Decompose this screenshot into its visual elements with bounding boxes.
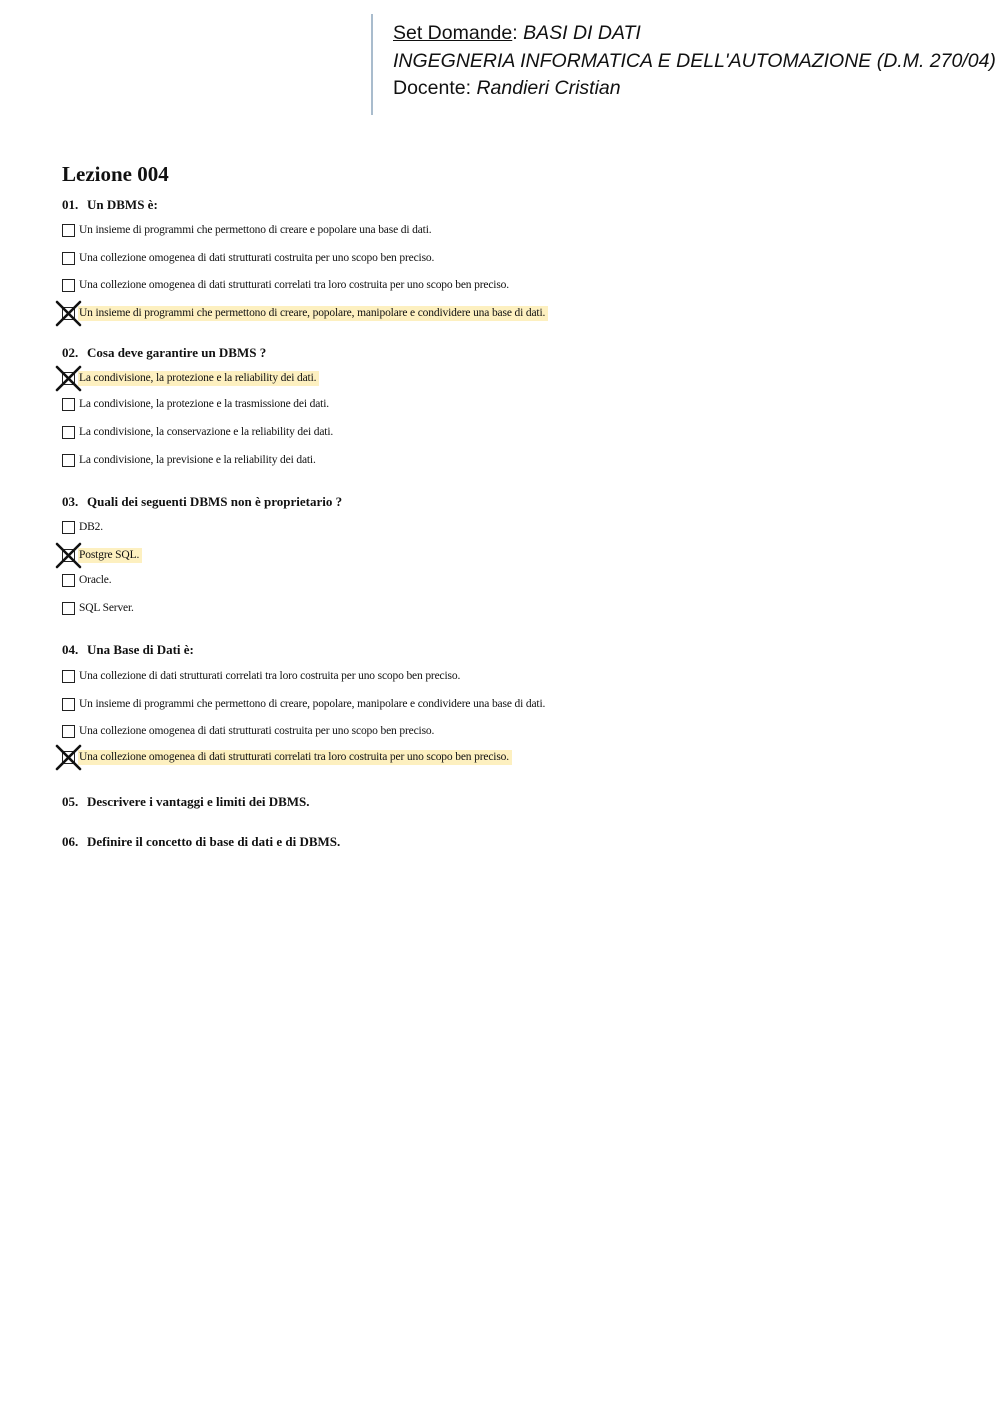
checkbox[interactable] <box>62 252 75 265</box>
checkbox[interactable] <box>62 398 75 411</box>
option-text: La condivisione, la conservazione e la reliability dei dati. <box>79 426 334 438</box>
header-teacher-name: Randieri Cristian <box>476 77 621 99</box>
question-02-option-3[interactable] <box>62 423 336 442</box>
option-text: Una collezione omogenea di dati strutturati correlati tra loro costruita per uno scopo ben preciso. <box>79 279 509 291</box>
question-01 <box>62 197 158 213</box>
question-02-option-4[interactable] <box>62 451 319 470</box>
question-01-option-3[interactable] <box>62 276 512 295</box>
option-text: Un insieme di programmi che permettono di creare, popolare, manipolare e condividere una base di dati. <box>78 306 548 321</box>
option-text: Una collezione omogenea di dati strutturati correlati tra loro costruita per uno scopo ben preciso. <box>78 750 512 765</box>
question-02 <box>62 345 266 361</box>
question-04-option-1[interactable] <box>62 667 463 686</box>
checkbox[interactable] <box>62 307 75 320</box>
question-05 <box>62 794 310 810</box>
question-02-option-1[interactable] <box>62 369 319 388</box>
checkbox[interactable] <box>62 372 75 385</box>
question-number: 02. <box>62 345 79 360</box>
question-text: Una Base di Dati è: <box>87 642 194 657</box>
question-number: 05. <box>62 794 79 809</box>
checkbox[interactable] <box>62 698 75 711</box>
question-01-option-1[interactable] <box>62 221 435 240</box>
document-header <box>393 20 996 103</box>
checkbox[interactable] <box>62 279 75 292</box>
option-text: Una collezione di dati strutturati correlati tra loro costruita per uno scopo ben preciso. <box>79 670 461 682</box>
checkbox[interactable] <box>62 602 75 615</box>
question-04 <box>62 642 194 658</box>
question-02-option-2[interactable] <box>62 395 332 414</box>
question-text: Quali dei seguenti DBMS non è proprietario ? <box>87 494 343 509</box>
option-text: DB2. <box>79 521 104 533</box>
option-text: La condivisione, la protezione e la reliability dei dati. <box>78 371 319 386</box>
question-number: 03. <box>62 494 79 509</box>
question-number: 01. <box>62 197 79 212</box>
question-04-option-4[interactable] <box>62 748 512 767</box>
option-text: Un insieme di programmi che permettono di creare e popolare una base di dati. <box>79 224 432 236</box>
option-text: Una collezione omogenea di dati strutturati costruita per uno scopo ben preciso. <box>79 252 435 264</box>
question-04-option-2[interactable] <box>62 695 548 714</box>
header-subject: BASI DI DATI <box>523 22 641 44</box>
option-text: Postgre SQL. <box>78 548 142 563</box>
question-01-option-2[interactable] <box>62 249 437 268</box>
checkbox[interactable] <box>62 725 75 738</box>
question-number: 04. <box>62 642 79 657</box>
checkbox[interactable] <box>62 574 75 587</box>
question-03-option-4[interactable] <box>62 599 137 618</box>
header-set-separator: : <box>512 22 524 44</box>
header-set-label: Set Domande <box>393 22 513 44</box>
checkmark-cross-icon <box>55 744 82 771</box>
question-text: Descrivere i vantaggi e limiti dei DBMS. <box>87 794 310 809</box>
checkmark-cross-icon <box>55 542 82 569</box>
question-01-option-4[interactable] <box>62 304 548 323</box>
question-text: Cosa deve garantire un DBMS ? <box>87 345 267 360</box>
option-text: Un insieme di programmi che permettono di creare, popolare, manipolare e condividere una base di dati. <box>79 698 546 710</box>
option-text: La condivisione, la protezione e la trasmissione dei dati. <box>79 398 329 410</box>
option-text: SQL Server. <box>79 602 134 614</box>
option-text: Oracle. <box>79 574 112 586</box>
question-03-option-1[interactable] <box>62 518 106 537</box>
question-text: Definire il concetto di base di dati e di DBMS. <box>87 834 341 849</box>
question-06 <box>62 834 340 850</box>
header-set-line <box>393 20 996 48</box>
question-text: Un DBMS è: <box>87 197 158 212</box>
question-number: 06. <box>62 834 79 849</box>
checkbox[interactable] <box>62 521 75 534</box>
question-04-option-3[interactable] <box>62 722 437 741</box>
header-course: INGEGNERIA INFORMATICA E DELL'AUTOMAZIONE (D.M. 270/04) <box>393 49 996 72</box>
checkbox[interactable] <box>62 670 75 683</box>
checkbox[interactable] <box>62 549 75 562</box>
option-text: La condivisione, la previsione e la reliability dei dati. <box>79 454 316 466</box>
checkbox[interactable] <box>62 224 75 237</box>
header-accent-rule <box>371 14 373 115</box>
checkbox[interactable] <box>62 751 75 764</box>
lesson-title: Lezione 004 <box>62 162 169 186</box>
checkmark-cross-icon <box>55 365 82 392</box>
option-text: Una collezione omogenea di dati strutturati costruita per uno scopo ben preciso. <box>79 725 435 737</box>
question-03 <box>62 494 342 510</box>
header-teacher-label: Docente: <box>393 77 477 99</box>
checkbox[interactable] <box>62 426 75 439</box>
header-teacher-line <box>393 75 996 103</box>
checkmark-cross-icon <box>55 300 82 327</box>
question-03-option-2[interactable] <box>62 546 142 565</box>
question-03-option-3[interactable] <box>62 571 114 590</box>
checkbox[interactable] <box>62 454 75 467</box>
